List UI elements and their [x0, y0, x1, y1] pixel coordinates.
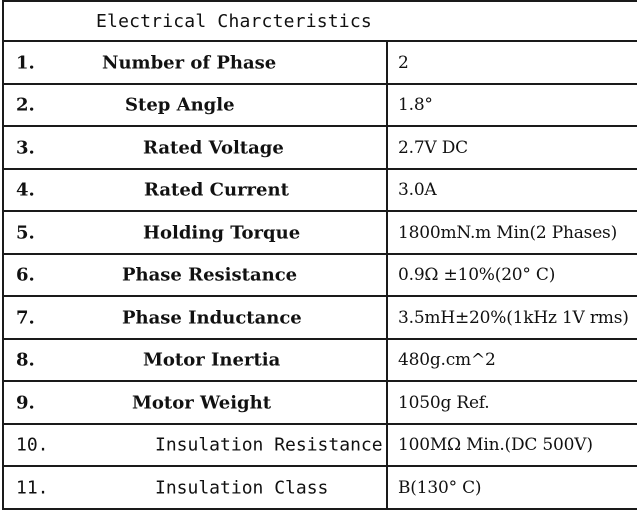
table-row	[3, 254, 637, 297]
row-label: Phase Resistance	[122, 264, 298, 286]
table-row	[3, 381, 637, 424]
row-label: Motor Weight	[132, 392, 272, 414]
table-row	[3, 41, 637, 84]
table-row	[3, 424, 637, 467]
row-value: 100MΩ Min.(DC 500V)	[387, 424, 637, 467]
table-title: Electrical Charcteristics	[3, 1, 637, 41]
row-number: 8.	[16, 349, 35, 371]
row-number: 5.	[16, 222, 35, 244]
row-value: 0.9Ω ±10%(20° C)	[387, 254, 637, 297]
row-number: 4.	[16, 179, 35, 201]
row-label: Insulation Resistance	[155, 434, 383, 456]
row-value: 480g.cm^2	[387, 339, 637, 382]
table-row	[3, 126, 637, 169]
row-value: 1.8°	[387, 84, 637, 127]
electrical-characteristics-table	[2, 0, 637, 510]
row-label: Number of Phase	[102, 52, 277, 74]
table-row	[3, 84, 637, 127]
row-label: Insulation Class	[155, 477, 329, 499]
row-number: 1.	[16, 52, 35, 74]
table-row	[3, 339, 637, 382]
table-row	[3, 211, 637, 254]
table-row	[3, 296, 637, 339]
row-value: 2.7V DC	[387, 126, 637, 169]
row-label: Motor Inertia	[143, 349, 281, 371]
row-value: 3.0A	[387, 169, 637, 212]
row-label: Rated Current	[144, 179, 289, 201]
table-row	[3, 169, 637, 212]
row-number: 2.	[16, 94, 35, 116]
row-label: Step Angle	[125, 94, 235, 116]
row-value: 2	[387, 41, 637, 84]
row-number: 10.	[16, 434, 49, 456]
row-value: 1050g Ref.	[387, 381, 637, 424]
row-number: 3.	[16, 137, 35, 159]
table-row	[3, 466, 637, 509]
row-number: 11.	[16, 477, 49, 499]
row-number: 6.	[16, 264, 35, 286]
row-value: B(130° C)	[387, 466, 637, 509]
row-label: Phase Inductance	[122, 307, 302, 329]
row-label: Holding Torque	[143, 222, 301, 244]
row-number: 7.	[16, 307, 35, 329]
row-value: 1800mN.m Min(2 Phases)	[387, 211, 637, 254]
row-value: 3.5mH±20%(1kHz 1V rms)	[387, 296, 637, 339]
row-number: 9.	[16, 392, 35, 414]
table-title-row	[3, 1, 637, 41]
row-label: Rated Voltage	[143, 137, 284, 159]
